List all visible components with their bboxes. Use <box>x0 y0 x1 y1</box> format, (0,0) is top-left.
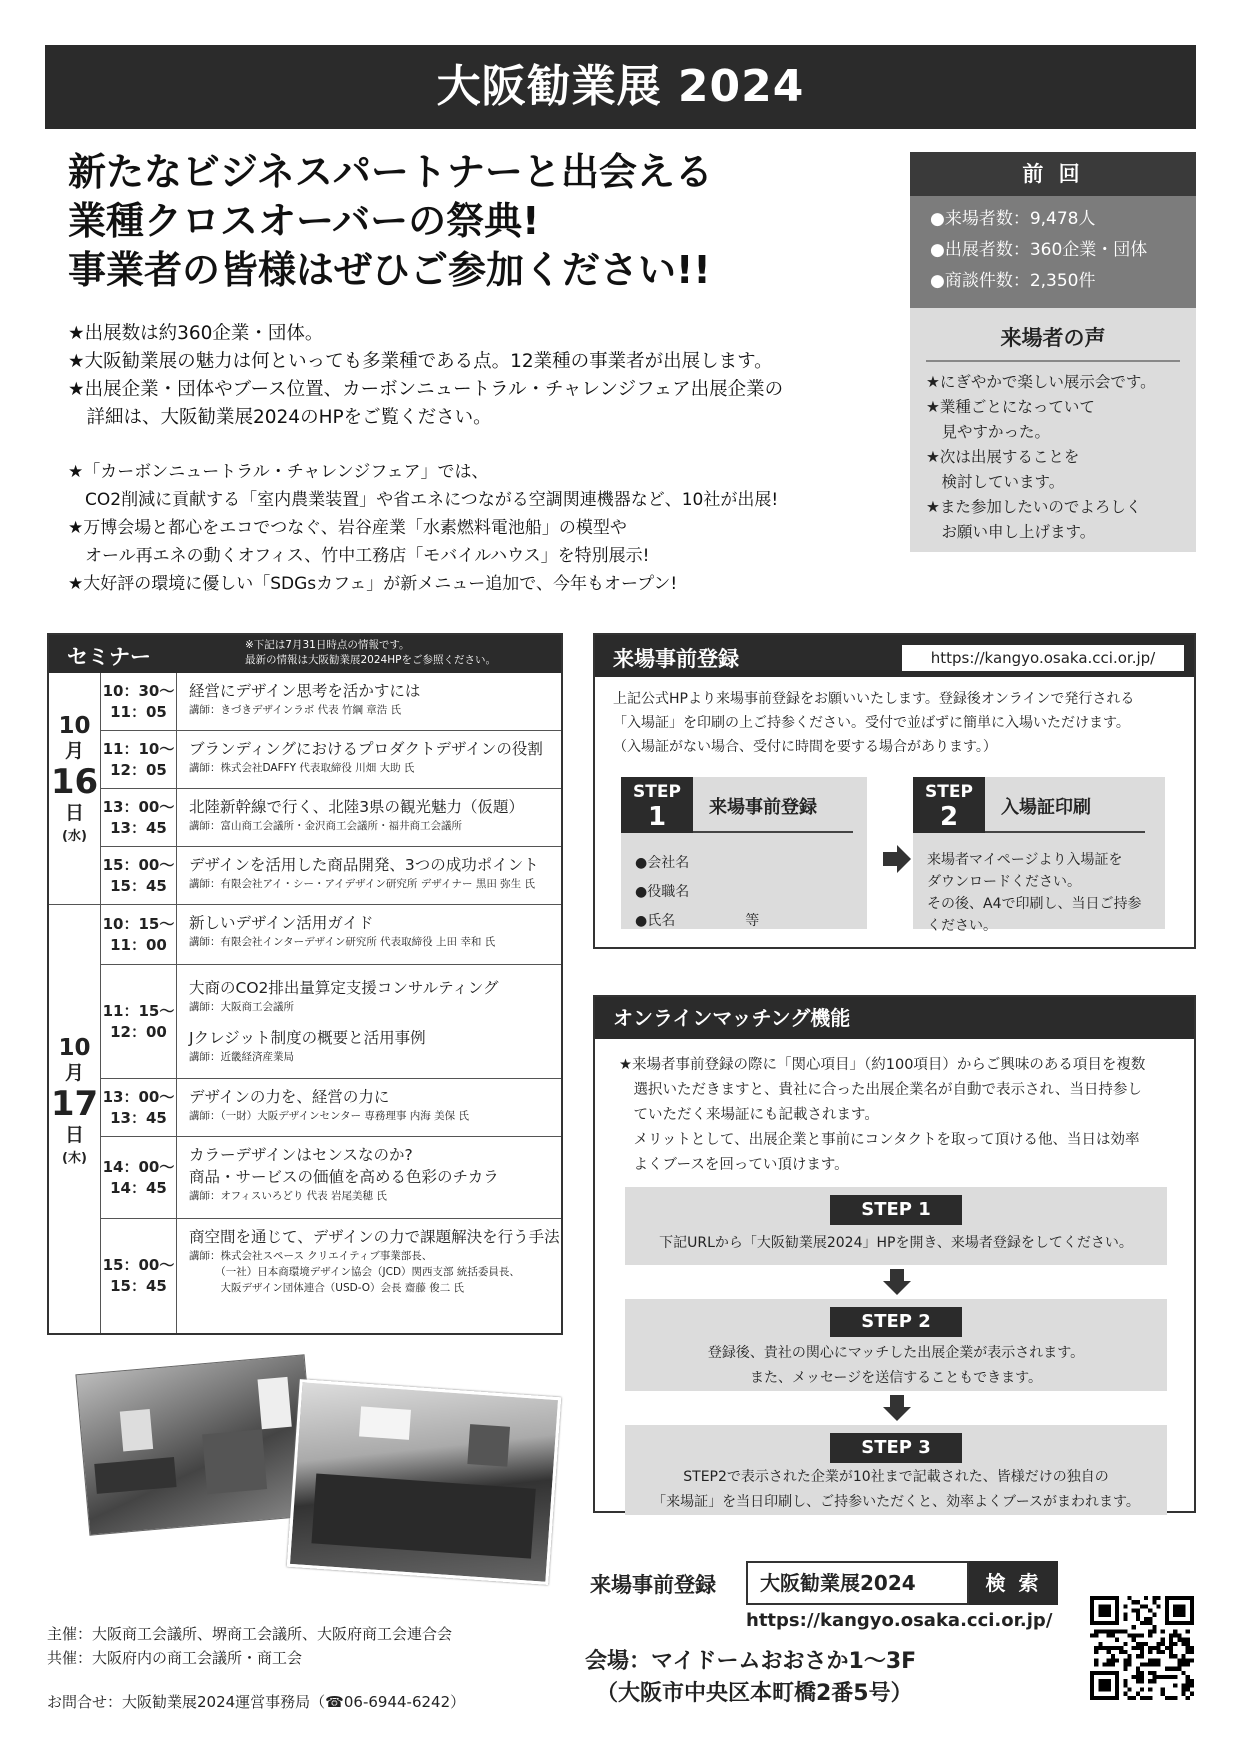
seminar-topic: デザインの力を、経営の力に <box>189 1088 390 1106</box>
registration-search-label: 来場事前登録 <box>590 1573 716 1597</box>
day-month: 10 <box>58 713 91 739</box>
search-button[interactable]: 検 索 <box>969 1561 1058 1605</box>
seminar-row <box>101 965 561 1079</box>
seminar-time: 10：15〜 11：00 <box>101 905 177 964</box>
highlight-item: ★大好評の環境に優しい「SDGsカフェ」が新メニュー追加で、今年もオープン! <box>68 574 678 594</box>
seminar-speaker: 講師：オフィスいろどり 代表 岩尾美穂 氏 <box>189 1190 387 1202</box>
seminar-speaker: 講師：（一財）大阪デザインセンター 専務理事 内海 美保 氏 <box>189 1110 469 1122</box>
step-text: 下記URLから「大阪勧業展2024」HPを開き、来場者登録をしてください。 <box>659 1235 1133 1251</box>
seminar-row <box>101 789 561 847</box>
step-badge-label: STEP <box>633 782 681 802</box>
seminar-topic: デザインを活用した商品開発、3つの成功ポイント <box>189 856 539 874</box>
seminar-speaker: 講師：きづきデザインラボ 代表 竹綱 章浩 氏 <box>189 704 402 716</box>
headline-line: 業種クロスオーバーの祭典! <box>68 199 540 243</box>
visitor-voices <box>910 308 1196 552</box>
day-kanji: 日 <box>64 802 84 824</box>
page-title: 大阪勧業展 2024 <box>45 45 1196 129</box>
seminar-note: ※下記は7月31日時点の情報です。 最新の情報は大阪勧業展2024HPをご参照ください。 <box>245 639 496 666</box>
registration-description: 上記公式HPより来場事前登録をお願いいたします。登録後オンラインで発行される 「入場証」を印刷の上ご持参ください。受付で並ばずに簡単に入場いただけます。 （入場証がない場合、受付に時間を要する場合があります。） <box>613 691 1135 755</box>
highlight-item: ★万博会場と都心をエコでつなぐ、岩谷産業「水素燃料電池船」の模型や <box>68 518 627 538</box>
arrow-down-icon <box>883 1395 911 1421</box>
feature-list <box>68 320 868 432</box>
step-text: STEP2で表示された企業が10社まで記載された、皆様だけの独自の 「来場証」を当日印刷し、ご持参いただくと、効率よくブースがまわれます。 <box>652 1469 1140 1510</box>
headline-line: 新たなビジネスパートナーと出会える <box>68 150 713 194</box>
seminar-row <box>101 673 561 731</box>
previous-results-box <box>910 152 1196 552</box>
registration-step-2 <box>913 777 1165 934</box>
seminar-topic: Jクレジット制度の概要と活用事例 <box>189 1029 426 1047</box>
step-label: STEP 1 <box>830 1195 962 1225</box>
previous-stats <box>910 196 1196 308</box>
seminar-topic: カラーデザインはセンスなのか? 商品・サービスの価値を高める色彩のチカラ <box>189 1146 499 1186</box>
online-matching-section <box>593 995 1196 1513</box>
day-weekday: (水) <box>62 829 87 844</box>
exhibition-photo <box>75 1354 318 1535</box>
seminar-topic: 北陸新幹線で行く、北陸3県の観光魅力（仮題） <box>189 798 525 816</box>
day-number: 16 <box>50 762 99 802</box>
seminar-time: 15：00〜 15：45 <box>101 1219 177 1333</box>
voice-item: ★また参加したいのでよろしく お願い申し上げます。 <box>926 498 1142 541</box>
seminar-topic: 経営にデザイン思考を活かすには <box>189 682 421 700</box>
seminar-time: 14：00〜 14：45 <box>101 1137 177 1218</box>
step-label: 来場事前登録 <box>709 797 817 818</box>
seminar-speaker: 講師：大阪商工会議所 <box>189 1001 294 1013</box>
seminar-time: 11：15〜 12：00 <box>101 965 177 1078</box>
seminar-row <box>101 1219 561 1333</box>
headline-line: 事業者の皆様はぜひご参加ください!! <box>68 248 711 292</box>
stat-item: ●来場者数：9,478人 <box>930 209 1096 229</box>
step-label: STEP 3 <box>830 1433 962 1463</box>
stat-item: ●出展者数：360企業・団体 <box>930 240 1148 260</box>
matching-title: オンラインマッチング機能 <box>595 997 1194 1039</box>
matching-description: ★来場者事前登録の際に「関心項目」（約100項目）からご興味のある項目を複数 選択いただきますと、貴社に合った出展企業名が自動で表示され、当日持参し ていただく来場証にも記載されます。 メリットとして、出展企業と事前にコンタクトを取って頂ける他、当日は効率 よくブースを回ってい頂けます。 <box>619 1057 1146 1173</box>
seminar-title: セミナー <box>67 645 151 669</box>
search-input[interactable]: 大阪勧業展2024 <box>746 1561 969 1605</box>
seminar-speaker: 講師：株式会社スペース クリエイティブ事業部長、 （一社）日本商環境デザイン協会（JCD）関西支部 統括委員長、 大阪デザイン団体連合（USD-O）会長 齋藤 俊二 氏 <box>189 1250 520 1294</box>
seminar-topic: 商空間を通じて、デザインの力で課題解決を行う手法 <box>189 1228 560 1246</box>
registration-step-1 <box>621 777 867 929</box>
matching-step-1 <box>625 1187 1167 1265</box>
seminar-time: 13：00〜 13：45 <box>101 789 177 846</box>
seminar-schedule <box>47 633 563 1335</box>
registration-title: 来場事前登録 <box>613 647 739 671</box>
step-label: 入場証印刷 <box>1001 797 1091 818</box>
step-text: 来場者マイページより入場証を ダウンロードください。 その後、A4で印刷し、当日ご持参 ください。 <box>927 852 1142 934</box>
seminar-topic: 大商のCO2排出量算定支援コンサルティング <box>189 979 499 997</box>
day-month-kanji: 月 <box>64 740 84 762</box>
registration-section <box>593 633 1196 949</box>
seminar-speaker: 講師：株式会社DAFFY 代表取締役 川畑 大助 氏 <box>189 762 415 774</box>
feature-item: ★大阪勧業展の魅力は何といっても多業種である点。12業種の事業者が出展します。 <box>68 351 773 372</box>
seminar-header <box>49 635 561 673</box>
seminar-topic: ブランディングにおけるプロダクトデザインの役割 <box>189 740 543 758</box>
matching-step-2 <box>625 1299 1167 1391</box>
highlight-item: オール再エネの動くオフィス、竹中工務店「モバイルハウス」を特別展示! <box>68 546 650 566</box>
voice-item: ★業種ごとになっていて 見やすかった。 <box>926 398 1095 441</box>
previous-title: 前 回 <box>910 152 1196 196</box>
step-badge <box>913 777 985 833</box>
day-label-17 <box>49 905 101 1333</box>
feature-item: 詳細は、大阪勧業展2024のHPをご覧ください。 <box>68 407 492 428</box>
day-kanji: 日 <box>64 1124 84 1146</box>
feature-item: ★出展企業・団体やブース位置、カーボンニュートラル・チャレンジフェア出展企業の <box>68 379 784 400</box>
organizer: 主催：大阪商工会議所、堺商工会議所、大阪府商工会連合会 <box>47 1625 453 1643</box>
headline <box>68 148 868 295</box>
highlight-item: ★「カーボンニュートラル・チャレンジフェア」では、 <box>68 462 489 482</box>
step-badge-label: STEP <box>925 782 973 802</box>
seminar-row <box>101 847 561 905</box>
highlight-item: CO2削減に貢献する「室内農業装置」や省エネにつながる空調関連機器など、10社が出展! <box>68 490 779 510</box>
seminar-topic: 新しいデザイン活用ガイド <box>189 914 374 932</box>
venue-info: 会場：マイドームおおさか1〜3F （大阪市中央区本町橋2番5号） <box>585 1649 917 1706</box>
arrow-right-icon <box>883 845 911 873</box>
seminar-row <box>101 905 561 965</box>
seminar-row <box>101 1137 561 1219</box>
day-month-kanji: 月 <box>64 1062 84 1084</box>
matching-step-3 <box>625 1425 1167 1515</box>
seminar-row <box>101 1079 561 1137</box>
seminar-speaker: 講師：近畿経済産業局 <box>189 1051 294 1063</box>
voice-item: ★にぎやかで楽しい展示会です。 <box>926 373 1156 391</box>
visitor-voices-title: 来場者の声 <box>926 322 1180 362</box>
day-label-16 <box>49 673 101 905</box>
stat-item: ●商談件数：2,350件 <box>930 271 1096 291</box>
seminar-time: 15：00〜 15：45 <box>101 847 177 904</box>
step-text: 登録後、貴社の関心にマッチした出展企業が表示されます。 また、メッセージを送信することもできます。 <box>707 1345 1085 1386</box>
day-number: 17 <box>50 1084 99 1124</box>
step-badge-number: 1 <box>647 802 667 832</box>
step-underline <box>985 831 1145 833</box>
step-badge <box>621 777 693 833</box>
day-month: 10 <box>58 1035 91 1061</box>
seminar-speaker: 講師：有限会社アイ・シー・アイデザイン研究所 デザイナー 黒田 弥生 氏 <box>189 878 535 890</box>
cosponsor: 共催：大阪府内の商工会議所・商工会 <box>47 1649 303 1667</box>
step-label: STEP 2 <box>830 1307 962 1337</box>
step-text: ●会社名 ●役職名 ●氏名 等 <box>635 855 760 929</box>
website-url-link[interactable]: https://kangyo.osaka.cci.or.jp/ <box>746 1610 1053 1631</box>
highlight-list <box>68 458 868 598</box>
voice-item: ★次は出展することを 検討しています。 <box>926 448 1080 491</box>
contact-info: お問合せ：大阪勧業展2024運営事務局（☎06-6944-6242） <box>47 1693 466 1711</box>
seminar-time: 10：30〜 11：05 <box>101 673 177 730</box>
seminar-time: 11：10〜 12：05 <box>101 731 177 788</box>
registration-header <box>595 635 1194 677</box>
step-badge-number: 2 <box>939 802 959 832</box>
seminar-time: 13：00〜 13：45 <box>101 1079 177 1136</box>
arrow-down-icon <box>883 1269 911 1295</box>
seminar-row <box>101 731 561 789</box>
qr-code-icon[interactable] <box>1090 1596 1194 1700</box>
feature-item: ★出展数は約360企業・団体。 <box>68 323 324 344</box>
seminar-speaker: 講師：有限会社インターデザイン研究所 代表取締役 上田 幸和 氏 <box>189 936 496 948</box>
day-weekday: (木) <box>62 1151 87 1166</box>
step-underline <box>693 831 853 833</box>
seminar-speaker: 講師：富山商工会議所・金沢商工会議所・福井商工会議所 <box>189 820 462 832</box>
registration-url-link[interactable]: https://kangyo.osaka.cci.or.jp/ <box>902 645 1184 671</box>
crowd-photo <box>287 1379 561 1585</box>
